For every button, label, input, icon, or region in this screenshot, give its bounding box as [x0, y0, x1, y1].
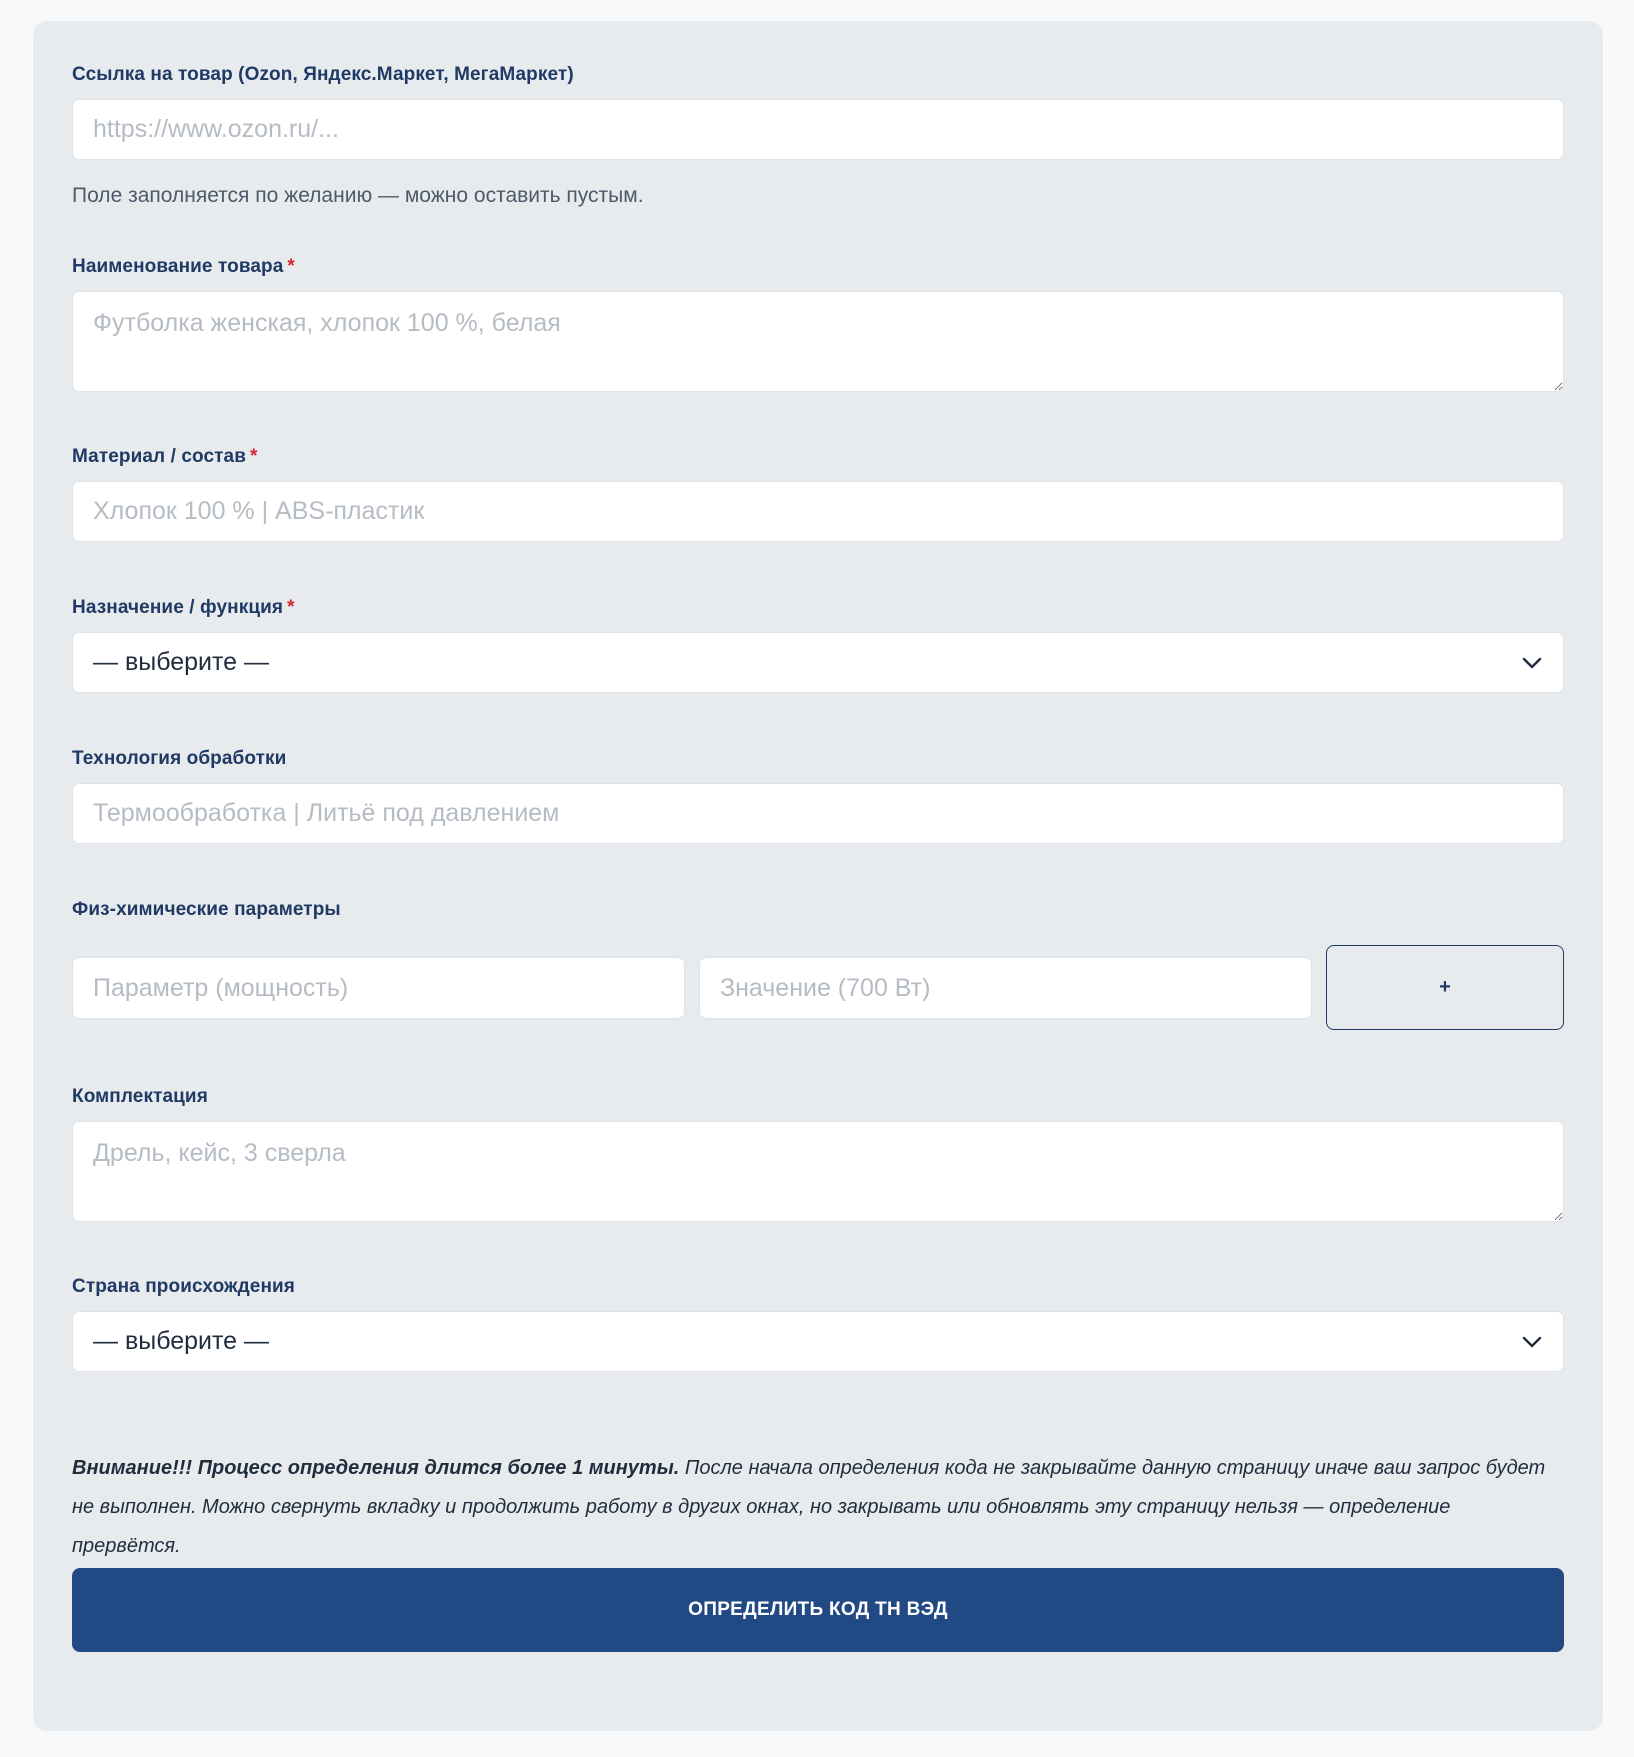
chevron-down-icon [1521, 1331, 1543, 1353]
product-link-input[interactable] [72, 99, 1564, 160]
product-link-hint: Поле заполняется по желанию — можно оставить пустым. [72, 184, 644, 207]
purpose-select[interactable] [72, 632, 1564, 693]
kit-label: Комплектация [72, 1086, 208, 1107]
material-label: Материал / состав * [72, 446, 258, 467]
technology-label: Технология обработки [72, 748, 287, 769]
purpose-label: Назначение / функция * [72, 597, 295, 618]
material-input[interactable] [72, 481, 1564, 542]
technology-input[interactable] [72, 783, 1564, 844]
product-name-label: Наименование товара * [72, 256, 295, 277]
required-mark: * [287, 597, 295, 618]
required-mark: * [287, 256, 295, 277]
warning-notice-bold: Внимание!!! Процесс определения длится более 1 минуты. [72, 1457, 680, 1479]
param-value-input[interactable] [699, 957, 1312, 1019]
determine-code-button[interactable]: ОПРЕДЕЛИТЬ КОД ТН ВЭД [72, 1568, 1564, 1652]
product-link-label: Ссылка на товар (Ozon, Яндекс.Маркет, МегаМаркет) [72, 64, 574, 85]
country-label: Страна происхождения [72, 1276, 295, 1297]
required-mark: * [250, 446, 258, 467]
country-select[interactable] [72, 1311, 1564, 1372]
warning-notice [72, 1449, 1564, 1566]
add-param-button[interactable]: + [1326, 945, 1564, 1030]
kit-textarea[interactable] [72, 1121, 1564, 1222]
country-select-value: — выберите — [93, 1327, 270, 1355]
physchem-label: Физ-химические параметры [72, 899, 341, 920]
chevron-down-icon [1521, 652, 1543, 674]
form-card [33, 21, 1603, 1731]
param-name-input[interactable] [72, 957, 685, 1019]
purpose-select-value: — выберите — [93, 648, 270, 676]
product-name-textarea[interactable] [72, 291, 1564, 392]
warning-notice-text: После начала определения кода не закрывайте данную страницу иначе ваш запрос будет не выполнен. Можно свернуть вкладку и продолжить работу в других окнах, но закрывать или обновлять эту страницу нельзя — определение прервётся. [72, 1457, 1546, 1557]
